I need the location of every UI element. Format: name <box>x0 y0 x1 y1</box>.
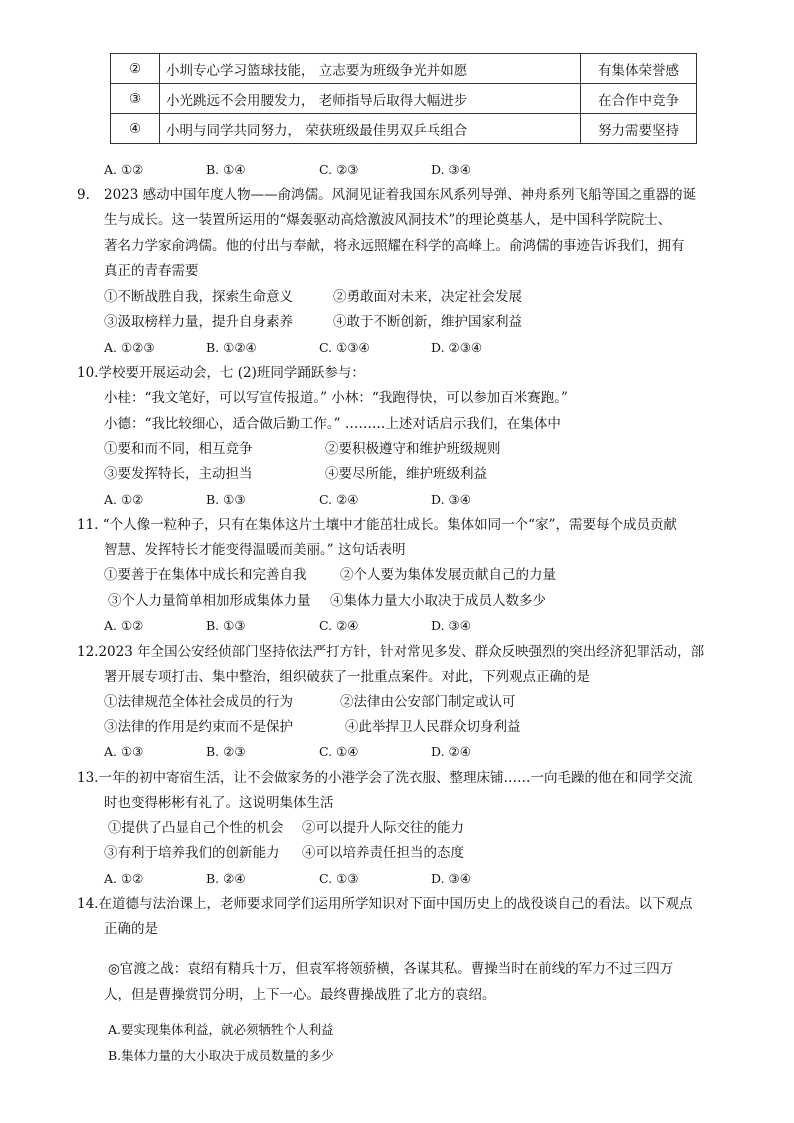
q11-stem-line: 智慧、发挥特长才能变得温暖而美丽。” 这句话表明 <box>104 542 406 558</box>
q9-option-b[interactable]: B. ①②④ <box>206 340 257 355</box>
row-description: 小圳专心学习篮球技能， 立志要为班级争光并如愿 <box>160 54 581 84</box>
q9-stem-line: 著名力学家俞鸿儒。他的付出与奉献，将永远照耀在科学的高峰上。俞鸿儒的事迹告诉我们，拥有 <box>104 238 685 254</box>
q14-stem-line: 14.在道德与法治课上，老师要求同学们运用所学知识对下面中国历史上的战役谈自己的看法。以下观点 <box>77 896 693 912</box>
q13-option-b[interactable]: B. ②④ <box>206 871 246 886</box>
q12-item: ④此举捍卫人民群众切身利益 <box>345 719 521 735</box>
q10-option-a[interactable]: A. ①② <box>104 492 144 507</box>
row-result: 努力需要坚持 <box>581 114 697 144</box>
row-result: 在合作中竞争 <box>581 84 697 114</box>
q8-option-c[interactable]: C. ②③ <box>319 162 359 177</box>
q10-item: ②要积极遵守和维护班级规则 <box>325 441 501 457</box>
q11-option-b[interactable]: B. ①③ <box>206 618 246 633</box>
q14-material-line: 人，但是曹操赏罚分明，上下一心。最终曹操战胜了北方的袁绍。 <box>104 987 496 1003</box>
q10-dialogue-line: 小德：“我比较细心，适合做后勤工作。” ………上述对话启示我们，在集体中 <box>104 416 561 432</box>
q9-item: ②勇敢面对未来，决定社会发展 <box>333 289 522 305</box>
q9-number: 9. <box>77 187 90 203</box>
q9-option-d[interactable]: D. ②③④ <box>431 340 483 355</box>
q10-dialogue-line: 小桂：“我文笔好，可以写宣传报道。” 小林：“我跑得快，可以参加百米赛跑。” <box>104 390 568 406</box>
q13-item: ④可以培养责任担当的态度 <box>302 845 464 861</box>
q12-option-c[interactable]: C. ①④ <box>319 744 359 759</box>
q12-option-b[interactable]: B. ②③ <box>206 744 246 759</box>
row-number: ③ <box>111 84 160 114</box>
table-row <box>111 54 697 84</box>
q8-option-a[interactable]: A. ①② <box>104 162 144 177</box>
q9-option-a[interactable]: A. ①②③ <box>104 340 155 355</box>
q13-item: ①提供了凸显自己个性的机会 <box>108 820 284 836</box>
q11-option-d[interactable]: D. ③④ <box>431 618 471 633</box>
q10-option-b[interactable]: B. ①③ <box>206 492 246 507</box>
q11-item: ②个人要为集体发展贡献自己的力量 <box>340 567 556 583</box>
q14-stem-line: 正确的是 <box>104 921 158 937</box>
q10-stem-line: 10.学校要开展运动会，七 (2)班同学踊跃参与： <box>77 365 365 381</box>
q10-option-c[interactable]: C. ②④ <box>319 492 359 507</box>
q13-item: ③有利于培养我们的创新能力 <box>104 845 280 861</box>
row-description: 小光跳远不会用腰发力， 老师指导后取得大幅进步 <box>160 84 581 114</box>
q9-option-c[interactable]: C. ①③④ <box>319 340 370 355</box>
q9-item: ①不断战胜自我，探索生命意义 <box>104 289 293 305</box>
q12-stem-line: 署开展专项打击、集中整治，组织破获了一批重点案件。对此，下列观点正确的是 <box>104 669 590 685</box>
q14-material-line: ◎官渡之战：袁绍有精兵十万，但袁军将领骄横，各谋其私。曹操当时在前线的军力不过三四万 <box>108 961 674 977</box>
table-row <box>111 84 697 114</box>
q10-item: ④要尽所能，维护班级利益 <box>325 466 487 482</box>
q13-item: ②可以提升人际交往的能力 <box>302 820 464 836</box>
q13-option-c[interactable]: C. ①③ <box>319 871 359 886</box>
q11-option-c[interactable]: C. ②④ <box>319 618 359 633</box>
q11-item: ④集体力量大小取决于成员人数多少 <box>330 593 546 609</box>
q13-option-d[interactable]: D. ③④ <box>431 871 471 886</box>
q12-option-a[interactable]: A. ①③ <box>104 744 144 759</box>
q9-stem-line: 真正的青春需要 <box>104 263 199 279</box>
q14-option-b[interactable]: B.集体力量的大小取决于成员数量的多少 <box>108 1048 334 1063</box>
q11-option-a[interactable]: A. ①② <box>104 618 144 633</box>
row-number: ② <box>111 54 160 84</box>
q12-option-d[interactable]: D. ②④ <box>431 744 471 759</box>
q9-stem-line: 2023 感动中国年度人物——俞鸿儒。风洞见证着我国东风系列导弹、神舟系列飞船等国之重器的诞 <box>104 187 697 203</box>
q10-item: ③要发挥特长，主动担当 <box>104 466 253 482</box>
q9-item: ④敢于不断创新，维护国家利益 <box>333 314 522 330</box>
q13-stem-line: 13.一年的初中寄宿生活，让不会做家务的小港学会了洗衣服、整理床铺……一向毛躁的他在和同学交流 <box>77 770 693 786</box>
q13-option-a[interactable]: A. ①② <box>104 871 144 886</box>
q9-item: ③汲取榜样力量，提升自身素养 <box>104 314 293 330</box>
q11-item: ③个人力量简单相加形成集体力量 <box>108 593 311 609</box>
q9-stem-line: 生与成长。这一装置所运用的“爆轰驱动高焓激波风洞技术”的理论奠基人，是中国科学院院士、 <box>104 212 672 228</box>
q11-stem-line: 11. “个人像一粒种子，只有在集体这片土壤中才能茁壮成长。集体如同一个“家”，需要每个成员贡献 <box>77 517 677 533</box>
row-result: 有集体荣誉感 <box>581 54 697 84</box>
q12-item: ③法律的作用是约束而不是保护 <box>104 719 293 735</box>
q11-item: ①要善于在集体中成长和完善自我 <box>104 567 307 583</box>
q12-item: ②法律由公安部门制定或认可 <box>340 694 516 710</box>
q10-item: ①要和而不同，相互竞争 <box>104 441 253 457</box>
table-row <box>111 114 697 144</box>
row-description: 小明与同学共同努力， 荣获班级最佳男双乒乓组合 <box>160 114 581 144</box>
q12-item: ①法律规范全体社会成员的行为 <box>104 694 293 710</box>
row-number: ④ <box>111 114 160 144</box>
q14-option-a[interactable]: A.要实现集体利益，就必须牺牲个人利益 <box>108 1022 334 1037</box>
q8-option-b[interactable]: B. ①④ <box>206 162 246 177</box>
q10-option-d[interactable]: D. ③④ <box>431 492 471 507</box>
q8-option-d[interactable]: D. ③④ <box>431 162 471 177</box>
q12-stem-line: 12.2023 年全国公安经侦部门坚持依法严打方针，针对常见多发、群众反映强烈的突出经济犯罪活动，部 <box>77 644 705 660</box>
example-table <box>110 53 697 144</box>
q13-stem-line: 时也变得彬彬有礼了。这说明集体生活 <box>104 795 334 811</box>
